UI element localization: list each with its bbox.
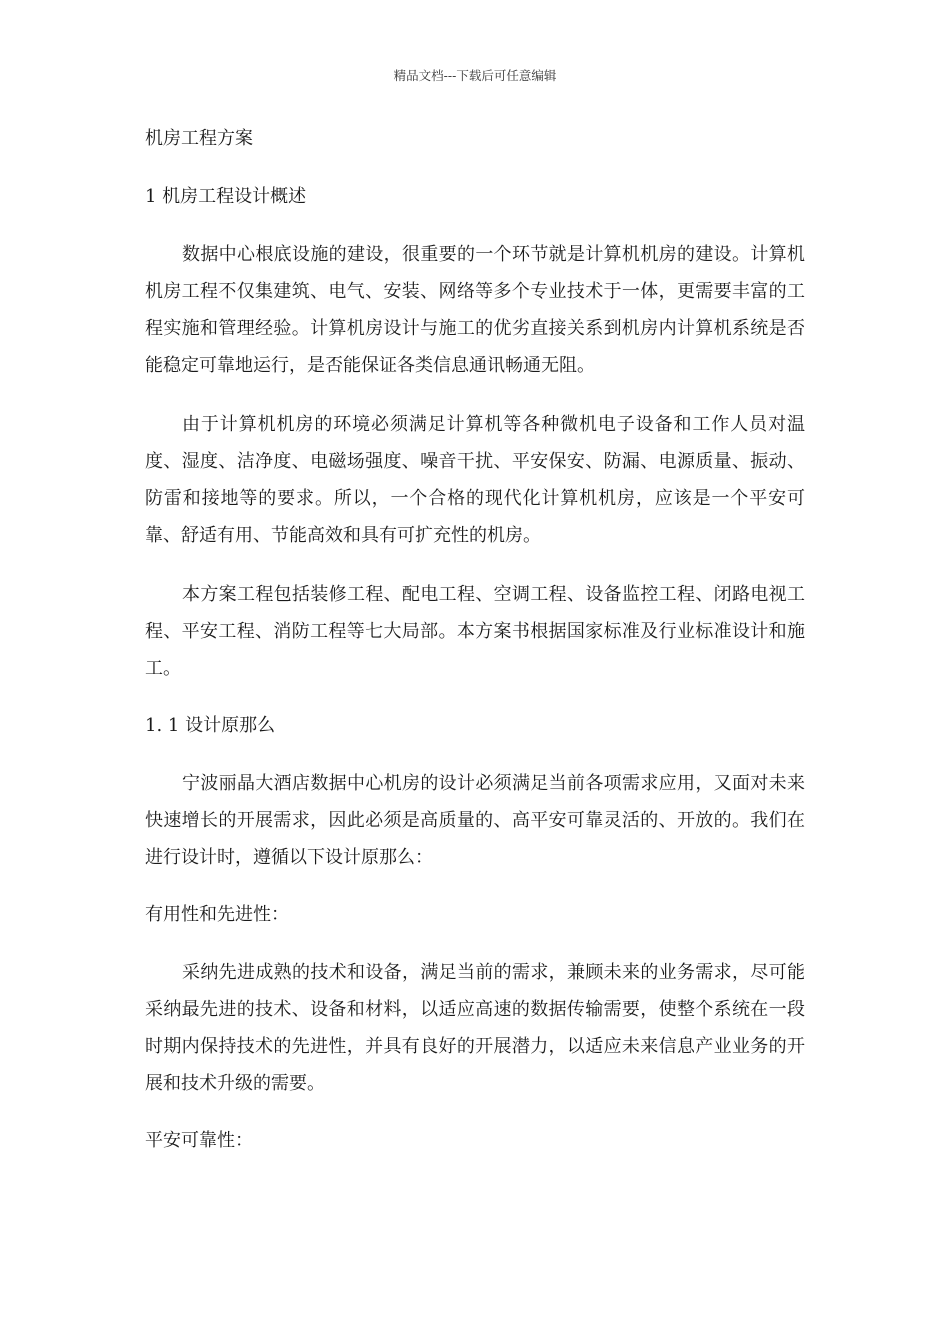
spacer	[145, 158, 805, 178]
spacer	[145, 384, 805, 406]
paragraph-3: 本方案工程包括装修工程、配电工程、空调工程、设备监控工程、闭路电视工程、平安工程、消防工程等七大局部。本方案书根据国家标准及行业标准设计和施工。	[145, 584, 805, 679]
paragraph-5: 采纳先进成熟的技术和设备，满足当前的需求，兼顾未来的业务需求，尽可能采纳最先进的技术、设备和材料，以适应高速的数据传输需要，使整个系统在一段时期内保持技术的先进性，并具有良好的开展潜力，以适应未来信息产业业务的开展和技术升级的需要。	[145, 962, 805, 1094]
spacer	[145, 1102, 805, 1122]
paragraph-1: 数据中心根底设施的建设，很重要的一个环节就是计算机机房的建设。计算机机房工程不仅集建筑、电气、安装、网络等多个专业技术于一体，更需要丰富的工程实施和管理经验。计算机房设计与施工的优劣直接关系到机房内计算机系统是否能稳定可靠地运行，是否能保证各类信息通讯畅通无阻。	[145, 244, 805, 376]
section-heading-1: 1 机房工程设计概述	[145, 186, 307, 207]
document-body	[145, 120, 805, 1160]
spacer	[145, 876, 805, 896]
principle-label-practicality: 有用性和先进性：	[145, 904, 289, 925]
paragraph-2: 由于计算机机房的环境必须满足计算机等各种微机电子设备和工作人员对温度、湿度、洁净度、电磁场强度、噪音干扰、平安保安、防漏、电源质量、振动、防雷和接地等的要求。所以，一个合格的现代化计算机机房，应该是一个平安可靠、舒适有用、节能高效和具有可扩充性的机房。	[145, 414, 805, 546]
header-note: 精品文档---下载后可任意编辑	[393, 68, 557, 83]
spacer	[145, 745, 805, 765]
spacer	[145, 554, 805, 576]
spacer	[145, 216, 805, 236]
spacer	[145, 934, 805, 954]
document-title: 机房工程方案	[145, 128, 253, 149]
principle-label-safety: 平安可靠性：	[145, 1130, 253, 1151]
spacer	[145, 687, 805, 707]
paragraph-4: 宁波丽晶大酒店数据中心机房的设计必须满足当前各项需求应用，又面对未来快速增长的开展需求，因此必须是高质量的、高平安可靠灵活的、开放的。我们在进行设计时，遵循以下设计原那么：	[145, 773, 805, 868]
section-heading-1-1: 1. 1 设计原那么	[145, 715, 276, 736]
